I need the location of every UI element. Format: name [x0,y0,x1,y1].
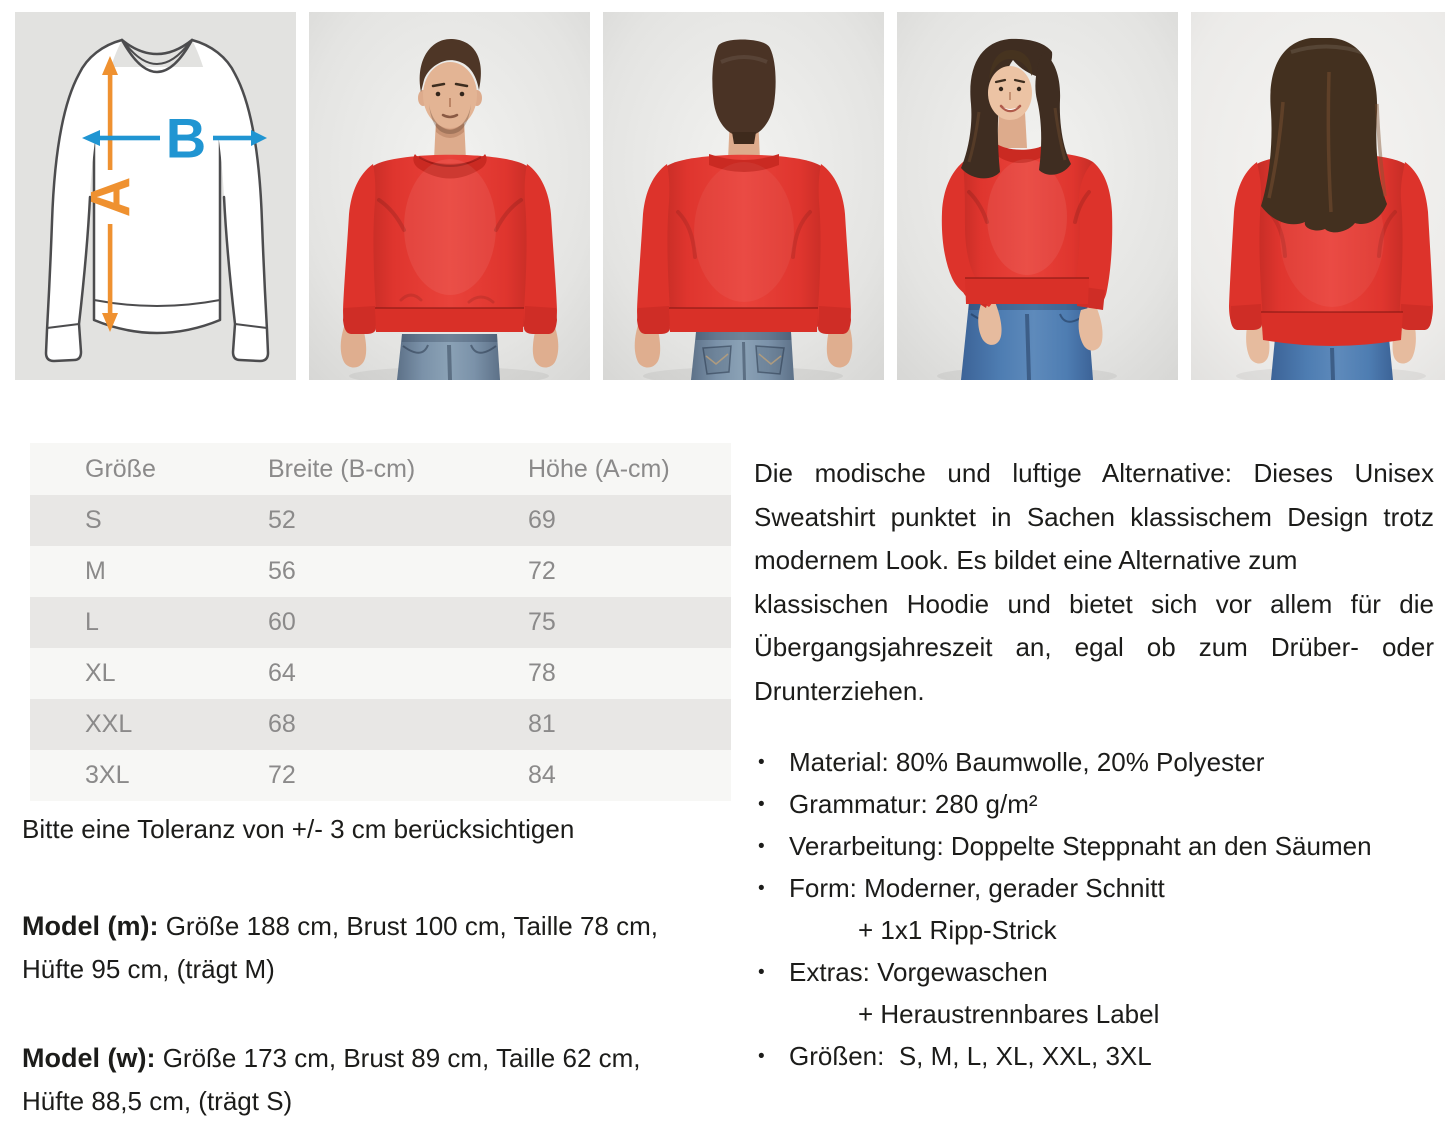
sweatshirt [343,154,557,334]
size-table [30,443,731,801]
size-table-header-row [30,443,731,495]
model-m-label: Model (m): [22,911,159,941]
description-line: klassischen Hoodie und bietet sich vor allem für die [754,588,1434,619]
cell-hoehe: 84 [528,761,556,789]
feature-item-continuation [758,912,1444,954]
col-header-groesse: Größe [85,454,156,483]
description-line: Drunterziehen. [754,675,925,706]
table-row [30,648,731,699]
feature-item [758,786,1444,828]
feature-text: Extras: Vorgewaschen [789,957,1048,987]
product-description [754,452,1434,713]
model-w-label: Model (w): [22,1043,156,1073]
feature-item-continuation [758,996,1444,1038]
feature-text: Verarbeitung: Doppelte Steppnaht an den Säumen [789,831,1372,861]
feature-item [758,828,1444,870]
description-line: modernem Look. Es bildet eine Alternative zum [754,545,1298,575]
table-row [30,699,731,750]
cell-breite: 64 [268,659,296,687]
feature-text: Größen: S, M, L, XL, XXL, 3XL [789,1041,1152,1071]
feature-text: Grammatur: 280 g/m² [789,789,1038,819]
size-diagram-panel [15,12,296,380]
cell-size: XL [85,659,116,687]
cell-breite: 56 [268,557,296,585]
feature-text: Form: Moderner, gerader Schnitt [789,873,1165,903]
model-m-text: Größe 188 cm, Brust 100 cm, Taille 78 cm, Hüfte 95 cm, (trägt M) [22,911,658,984]
cell-breite: 52 [268,506,296,534]
label-b: B [165,106,207,170]
label-a: A [78,176,142,218]
man-back-illustration [603,12,884,380]
cell-hoehe: 78 [528,659,556,687]
model-w-info [22,1037,670,1123]
tolerance-note: Bitte eine Toleranz von +/- 3 cm berücksichtigen [22,814,575,844]
cell-size: M [85,557,106,585]
cell-breite: 68 [268,710,296,738]
hair-back [1261,38,1387,232]
col-header-breite: Breite (B-cm) [268,454,416,483]
bullet-icon: • [758,752,765,773]
model-m-info [22,905,670,991]
photo-woman-back [1191,12,1445,380]
sweatshirt-back [637,154,851,334]
photo-woman-front [897,12,1178,380]
bullet-icon: • [758,836,765,857]
model-w-text: Größe 173 cm, Brust 89 cm, Taille 62 cm, Hüfte 88,5 cm, (trägt S) [22,1043,641,1116]
col-header-hoehe: Höhe (A-cm) [528,454,670,483]
feature-item [758,744,1444,786]
woman-front-illustration [897,12,1178,380]
cell-size: L [85,608,99,636]
description-line: Die modische und luftige Alternative: Dieses Unisex [754,458,1434,488]
photo-man-back [603,12,884,380]
cell-hoehe: 72 [528,557,556,585]
size-diagram-illustration [15,12,296,380]
description-line: Sweatshirt punktet in Sachen klassischem Design trotz [754,501,1434,532]
jeans [397,334,500,380]
bullet-icon: • [758,878,765,899]
product-image-strip [15,12,1445,380]
bullet-icon: • [758,794,765,815]
photo-man-front [309,12,590,380]
jeans-back [691,332,794,380]
cell-breite: 72 [268,761,296,789]
cell-hoehe: 75 [528,608,556,636]
cell-hoehe: 81 [528,710,556,738]
description-line: Übergangsjahreszeit an, egal ob zum Drüber- oder [754,632,1434,662]
cell-breite: 60 [268,608,296,636]
table-row [30,597,731,648]
table-row [30,750,731,801]
woman-back-illustration [1191,12,1445,380]
cell-size: S [85,506,102,534]
feature-item [758,954,1444,996]
cell-hoehe: 69 [528,506,556,534]
bullet-icon: • [758,962,765,983]
feature-text: Material: 80% Baumwolle, 20% Polyester [789,747,1265,777]
table-row [30,546,731,597]
cell-size: 3XL [85,761,130,789]
feature-item [758,870,1444,912]
feature-text: + 1x1 Ripp-Strick [858,915,1057,945]
feature-text: + Heraustrennbares Label [858,999,1160,1029]
cell-size: XXL [85,710,133,738]
feature-item [758,1038,1444,1080]
feature-list [758,744,1444,1080]
table-row [30,495,731,546]
man-front-illustration [309,12,590,380]
bullet-icon: • [758,1046,765,1067]
